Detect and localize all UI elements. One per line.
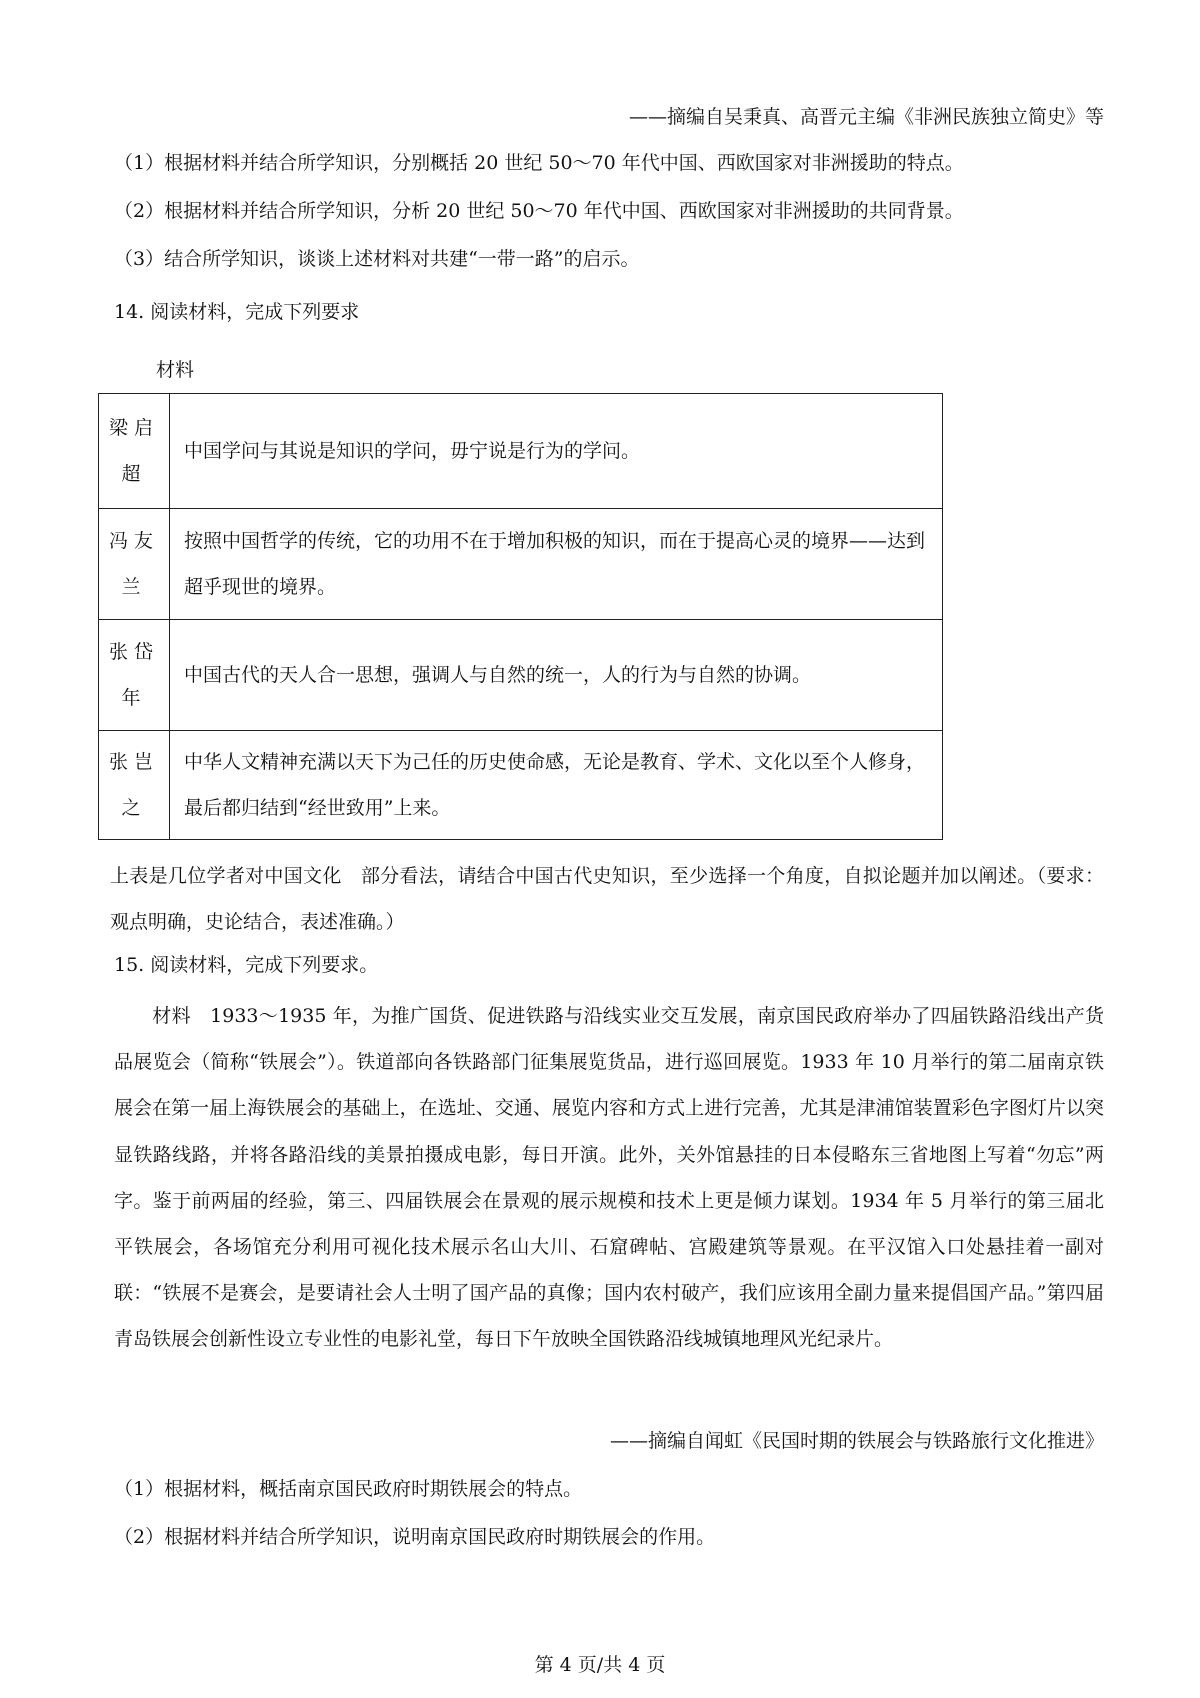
q15-title: 15. 阅读材料，完成下列要求。 xyxy=(114,954,379,976)
scholar-name: 梁启超 xyxy=(99,394,170,509)
scholar-view: 中国学问与其说是知识的学问，毋宁说是行为的学问。 xyxy=(170,394,943,509)
q15-subquestion-2: （2）根据材料并结合所学知识，说明南京国民政府时期铁展会的作用。 xyxy=(114,1526,716,1548)
q15-material-text: 材料 1933～1935 年，为推广国货、促进铁路与沿线实业交互发展，南京国民政府举办了四届铁路沿线出产货品展览会（简称“铁展会”）。铁道部向各铁路部门征集展览货品，进行巡回展览。1933 年 10 月举行的第二届南京铁展会在第一届上海铁展会的基础上，在选址、交通、展览内容和方式上进行完善，尤其是津浦馆装置彩色字图灯片以突显铁路线路，并将各路沿线的美景拍摄成电影，每日开演。此外，关外馆悬挂的日本侵略东三省地图上写着“勿忘”两字。鉴于前两届的经验，第三、四届铁展会在景观的展示规模和技术上更是倾力谋划。1934 年 5 月举行的第三届北平铁展会，各场馆充分利用可视化技术展示名山大川、石窟碑帖、宫殿建筑等景观。在平汉馆入口处悬挂着一副对联：“铁展不是赛会，是要请社会人士明了国产品的真像；国内农村破产，我们应该用全副力量来提倡国产品。”第四届青岛铁展会创新性设立专业性的电影礼堂，每日下午放映全国铁路沿线城镇地理风光纪录片。 xyxy=(114,1005,1104,1351)
scholar-view: 中国古代的天人合一思想，强调人与自然的统一，人的行为与自然的协调。 xyxy=(170,620,943,731)
table-row xyxy=(99,509,943,620)
q13-subquestion-2: （2）根据材料并结合所学知识，分析 20 世纪 50～70 年代中国、西欧国家对非洲援助的共同背景。 xyxy=(114,200,964,222)
page-footer: 第 4 页/共 4 页 xyxy=(534,1654,666,1676)
scholar-views-table xyxy=(98,393,943,840)
scholar-name: 冯友兰 xyxy=(99,509,170,620)
q13-source: ——摘编自吴秉真、高晋元主编《非洲民族独立简史》等 xyxy=(628,106,1104,128)
q14-task: 上表是几位学者对中国文化 部分看法，请结合中国古代史知识，至少选择一个角度，自拟论题并加以阐述。（要求：观点明确，史论结合，表述准确。） xyxy=(110,865,1104,934)
table-row xyxy=(99,731,943,840)
scholar-view: 按照中国哲学的传统，它的功用不在于增加积极的知识，而在于提高心灵的境界——达到超乎现世的境界。 xyxy=(170,509,943,620)
q13-subquestion-3: （3）结合所学知识，谈谈上述材料对共建“一带一路”的启示。 xyxy=(114,248,640,270)
table-row xyxy=(99,620,943,731)
scholar-view: 中华人文精神充满以天下为己任的历史使命感，无论是教育、学术、文化以至个人修身，最后都归结到“经世致用”上来。 xyxy=(170,731,943,840)
scholar-name: 张岂之 xyxy=(99,731,170,840)
table-row xyxy=(99,394,943,509)
q15-material-paragraph xyxy=(114,993,1104,1363)
scholar-name: 张岱年 xyxy=(99,620,170,731)
q15-subquestion-1: （1）根据材料，概括南京国民政府时期铁展会的特点。 xyxy=(114,1478,583,1500)
q15-source: ——摘编自闻虹《民国时期的铁展会与铁路旅行文化推进》 xyxy=(609,1430,1104,1452)
q13-subquestion-1: （1）根据材料并结合所学知识，分别概括 20 世纪 50～70 年代中国、西欧国家对非洲援助的特点。 xyxy=(114,152,964,174)
q14-material-label: 材料 xyxy=(156,359,195,381)
q14-title: 14. 阅读材料，完成下列要求 xyxy=(114,301,360,323)
